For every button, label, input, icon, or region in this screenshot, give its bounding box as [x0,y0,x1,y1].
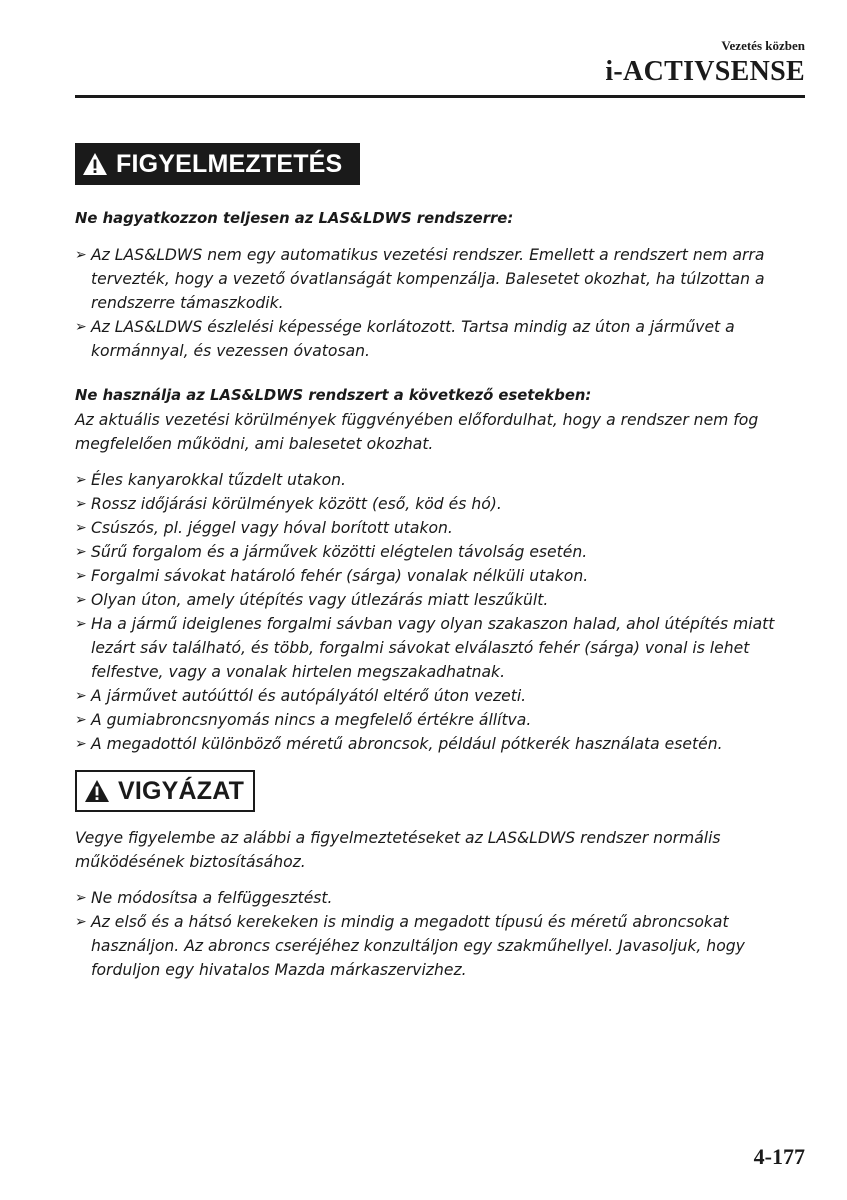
arrowhead-bullet-icon: ➢ [75,496,87,512]
page-header [75,38,805,88]
list-item: ➢ Éles kanyarokkal tűzdelt utakon. [75,468,795,492]
arrowhead-bullet-icon: ➢ [75,319,87,335]
list-item: ➢ Olyan úton, amely útépítés vagy útlezárás miatt leszűkült. [75,588,795,612]
list-item: ➢ Az LAS&LDWS észlelési képessége korlátozott. Tartsa mindig az úton a járművet a kormánnyal, és vezessen óvatosan. [75,315,795,363]
list-item: ➢ A járművet autóúttól és autópályától eltérő úton vezeti. [75,684,795,708]
bullet-list [75,243,795,363]
arrowhead-bullet-icon: ➢ [75,247,87,263]
arrowhead-bullet-icon: ➢ [75,616,87,632]
block-heading: Ne használja az LAS&LDWS rendszert a következő esetekben: [75,387,592,404]
arrowhead-bullet-icon: ➢ [75,520,87,536]
list-item: ➢ A gumiabroncsnyomás nincs a megfelelő értékre állítva. [75,708,795,732]
warning-banner-label: FIGYELMEZTETÉS [116,149,343,178]
arrowhead-bullet-icon: ➢ [75,890,87,906]
list-item: ➢ Csúszós, pl. jéggel vagy hóval borított utakon. [75,516,795,540]
list-item: ➢ Az LAS&LDWS nem egy automatikus vezetési rendszer. Emellett a rendszert nem arra tervezték, hogy a vezető óvatlanságát kompenzálja. Balesetet okozhat, ha túlzottan a rendszerre támaszkodik. [75,243,795,315]
arrowhead-bullet-icon: ➢ [75,472,87,488]
list-item: ➢ Forgalmi sávokat határoló fehér (sárga) vonalak nélküli utakon. [75,564,795,588]
caution-banner-label: VIGYÁZAT [118,776,245,805]
bullet-list [75,886,795,982]
block-heading: Ne hagyatkozzon teljesen az LAS&LDWS rendszerre: [75,210,514,227]
warning-banner [75,143,360,185]
arrowhead-bullet-icon: ➢ [75,568,87,584]
header-rule [75,95,805,98]
warning-block-2 [75,384,795,756]
section-title: Vezetés közben [721,38,805,53]
warning-block-1 [75,207,795,363]
list-item: ➢ Ne módosítsa a felfüggesztést. [75,886,795,910]
block-intro: Vegye figyelembe az alábbi a figyelmeztetéseket az LAS&LDWS rendszer normális működésének biztosításához. [75,829,721,871]
page-number: 4-177 [753,1144,805,1169]
chapter-title: i-ACTIVSENSE [605,56,805,87]
block-intro: Az aktuális vezetési körülmények függvényében előfordulhat, hogy a rendszer nem fog megfelelően működni, ami balesetet okozhat. [75,411,759,453]
list-item: ➢ Sűrű forgalom és a járművek közötti elégtelen távolság esetén. [75,540,795,564]
arrowhead-bullet-icon: ➢ [75,712,87,728]
arrowhead-bullet-icon: ➢ [75,736,87,752]
warning-triangle-icon [84,779,110,803]
bullet-list [75,468,795,756]
caution-banner [75,770,255,812]
arrowhead-bullet-icon: ➢ [75,544,87,560]
list-item: ➢ Rossz időjárási körülmények között (eső, köd és hó). [75,492,795,516]
list-item: ➢ Az első és a hátsó kerekeken is mindig a megadott típusú és méretű abroncsokat használjon. Az abroncs cseréjéhez konzultáljon egy szakműhellyel. Javasoljuk, hogy forduljon egy hivatalos Mazda márkaszervizhez. [75,910,795,982]
list-item: ➢ A megadottól különböző méretű abroncsok, például pótkerék használata esetén. [75,732,795,756]
arrowhead-bullet-icon: ➢ [75,914,87,930]
warning-triangle-icon [82,152,108,176]
list-item: ➢ Ha a jármű ideiglenes forgalmi sávban vagy olyan szakaszon halad, ahol útépítés miatt lezárt sáv található, és több, forgalmi sávokat elválasztó fehér (sárga) vonal is lehet felfestve, vagy a vonalak hirtelen megszakadhatnak. [75,612,795,684]
arrowhead-bullet-icon: ➢ [75,592,87,608]
caution-block [75,826,795,982]
arrowhead-bullet-icon: ➢ [75,688,87,704]
